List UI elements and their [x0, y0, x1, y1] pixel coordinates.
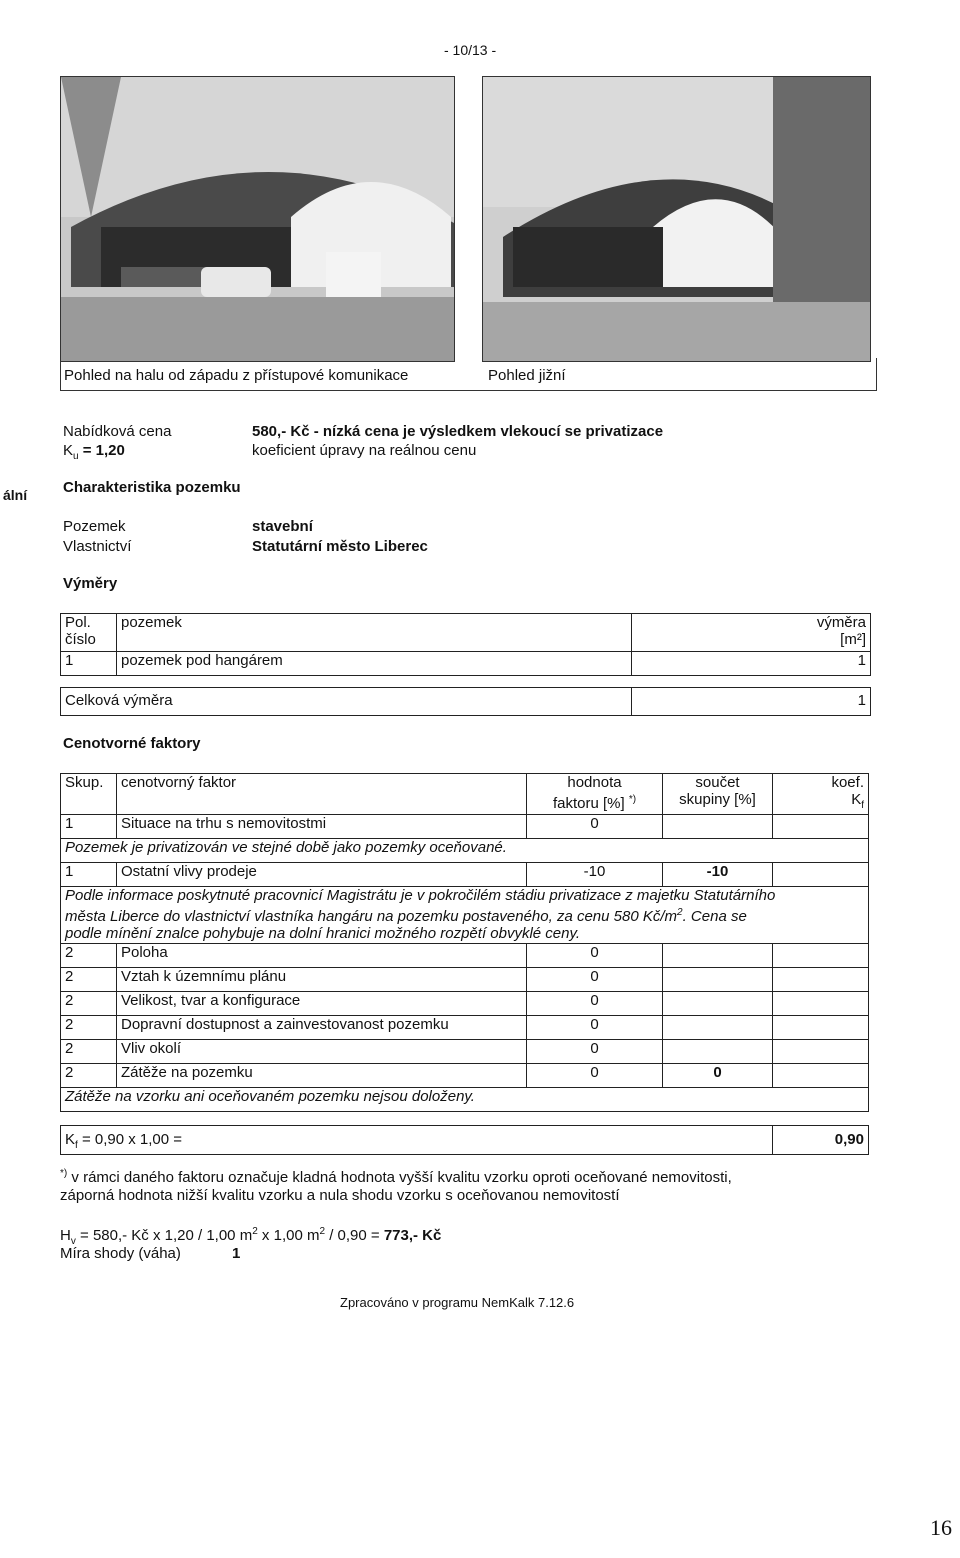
factor-g2-r3-coef — [773, 992, 869, 1016]
factor-g2-r1-sum — [663, 944, 773, 968]
factor-g2-r4-name: Dopravní dostupnost a zainvestovanost pozemku — [117, 1016, 527, 1040]
factor-g2-r4-value: 0 — [527, 1016, 663, 1040]
characteristics-heading: Charakteristika pozemku — [63, 479, 241, 496]
photo-south-view — [482, 76, 871, 362]
program-note: Zpracováno v programu NemKalk 7.12.6 — [340, 1295, 575, 1310]
factor-g2-r6-sum: 0 — [663, 1064, 773, 1088]
page-number: - 10/13 - — [444, 42, 497, 58]
factor-row2-name: Ostatní vlivy prodeje — [117, 863, 527, 887]
factors-header-name: cenotvorný faktor — [117, 774, 527, 815]
factors-spacer — [61, 1112, 869, 1126]
right-photo-caption: Pohled jižní — [488, 367, 566, 384]
factors-header-coef: koef. $K_f$ — [773, 774, 869, 815]
areas-total-label: Celková výměra — [61, 688, 632, 716]
factor-note3: Zátěže na vzorku ani oceňovaném pozemku nejsou doloženy. — [61, 1088, 869, 1112]
factor-g2-r3-value: 0 — [527, 992, 663, 1016]
factors-header-group: Skup. — [61, 774, 117, 815]
factor-g2-r2-value: 0 — [527, 968, 663, 992]
areas-header-pol: Pol. číslo — [61, 614, 117, 652]
ku-description: koeficient úpravy na reálnou cenu — [252, 442, 477, 459]
factor-g2-r1-coef — [773, 944, 869, 968]
factor-row1-value: 0 — [527, 815, 663, 839]
photo-west-view — [60, 76, 455, 362]
char-label-ownership: Vlastnictví — [63, 538, 132, 555]
weight-label: Míra shody (váha) — [60, 1245, 181, 1262]
factor-g2-r6-group: 2 — [61, 1064, 117, 1088]
footnote: *) v rámci daného faktoru označuje kladná hodnota vyšší kvalitu vzorku oproti oceňované nemovitosti, záporná hodnota nižší kvalitu vzorku a nula shodu vzorku s oceňovanou nemovitostí — [60, 1168, 732, 1204]
factor-g2-r4-coef — [773, 1016, 869, 1040]
areas-table — [60, 613, 871, 716]
factors-heading: Cenotvorné faktory — [63, 735, 201, 752]
factor-g2-r3-group: 2 — [61, 992, 117, 1016]
factor-row2-value: -10 — [527, 863, 663, 887]
areas-heading: Výměry — [63, 575, 118, 592]
hv-formula: $H_v = 580,-$ Kč x 1,20 / 1,00 $m^2$ x 1,00 $m^2 / 0,90 = 773,-$ Kč — [60, 1226, 442, 1247]
factor-row2-group: 1 — [61, 863, 117, 887]
factor-g2-r5-coef — [773, 1040, 869, 1064]
factor-g2-r1-value: 0 — [527, 944, 663, 968]
factor-row2-sum: -10 — [663, 863, 773, 887]
weight-value: 1 — [232, 1245, 241, 1262]
factor-g2-r6-coef — [773, 1064, 869, 1088]
offer-price-value: 580,- Kč - nízká cena je výsledkem vlekoucí se privatizace — [252, 423, 664, 440]
areas-header-name: pozemek — [117, 614, 632, 652]
factor-g2-r4-sum — [663, 1016, 773, 1040]
factor-g2-r3-name: Velikost, tvar a konfigurace — [117, 992, 527, 1016]
factor-g2-r3-sum — [663, 992, 773, 1016]
areas-spacer — [61, 676, 871, 688]
char-label-land: Pozemek — [63, 518, 126, 535]
factor-g2-r2-name: Vztah k územnímu plánu — [117, 968, 527, 992]
factor-g2-r5-group: 2 — [61, 1040, 117, 1064]
factor-g2-r5-value: 0 — [527, 1040, 663, 1064]
kf-value: 0,90 — [773, 1126, 869, 1155]
corner-page-number: 16 — [930, 1515, 952, 1540]
factors-header-value: hodnota faktoru [%] *) — [527, 774, 663, 815]
factor-g2-r2-sum — [663, 968, 773, 992]
factor-g2-r5-sum — [663, 1040, 773, 1064]
side-mark: ální — [3, 487, 28, 503]
factor-row1-group: 1 — [61, 815, 117, 839]
char-value-ownership: Statutární město Liberec — [252, 538, 428, 555]
factors-table — [60, 773, 869, 1155]
areas-row-num: 1 — [61, 652, 117, 676]
kf-formula: $K_f = 0,90$ x 1,00 = — [61, 1126, 773, 1155]
factor-g2-r1-group: 2 — [61, 944, 117, 968]
left-photo-caption: Pohled na halu od západu z přístupové komunikace — [64, 367, 409, 384]
factor-row2-coef — [773, 863, 869, 887]
areas-total-value: 1 — [632, 688, 871, 716]
factor-g2-r6-name: Zátěže na pozemku — [117, 1064, 527, 1088]
factor-g2-r4-group: 2 — [61, 1016, 117, 1040]
factor-g2-r2-coef — [773, 968, 869, 992]
areas-row-value: 1 — [632, 652, 871, 676]
areas-header-area: výměra [m²] — [632, 614, 871, 652]
offer-price-label: Nabídková cena — [63, 423, 172, 440]
char-value-land: stavební — [252, 518, 313, 535]
ku-label: $K_u = 1,20$ — [63, 442, 125, 462]
factor-row1-sum — [663, 815, 773, 839]
factor-g2-r6-value: 0 — [527, 1064, 663, 1088]
areas-row-name: pozemek pod hangárem — [117, 652, 632, 676]
factor-note1: Pozemek je privatizován ve stejné době jako pozemky oceňované. — [61, 839, 869, 863]
factor-row1-coef — [773, 815, 869, 839]
factor-g2-r2-group: 2 — [61, 968, 117, 992]
factor-note2: Podle informace poskytnuté pracovnicí Magistrátu je v pokročilém stádiu privatizace z majetku Statutárního města Liberce do vlastnictví vlastníka hangáru na pozemku postaveného, za cenu 580 $Kč/m^2$. Cena se podle mínění znalce pohybuje na dolní hranici možného rozpětí obvyklé ceny. — [61, 887, 869, 944]
factors-header-sum: součet skupiny [%] — [663, 774, 773, 815]
factor-g2-r1-name: Poloha — [117, 944, 527, 968]
factor-g2-r5-name: Vliv okolí — [117, 1040, 527, 1064]
factor-row1-name: Situace na trhu s nemovitostmi — [117, 815, 527, 839]
